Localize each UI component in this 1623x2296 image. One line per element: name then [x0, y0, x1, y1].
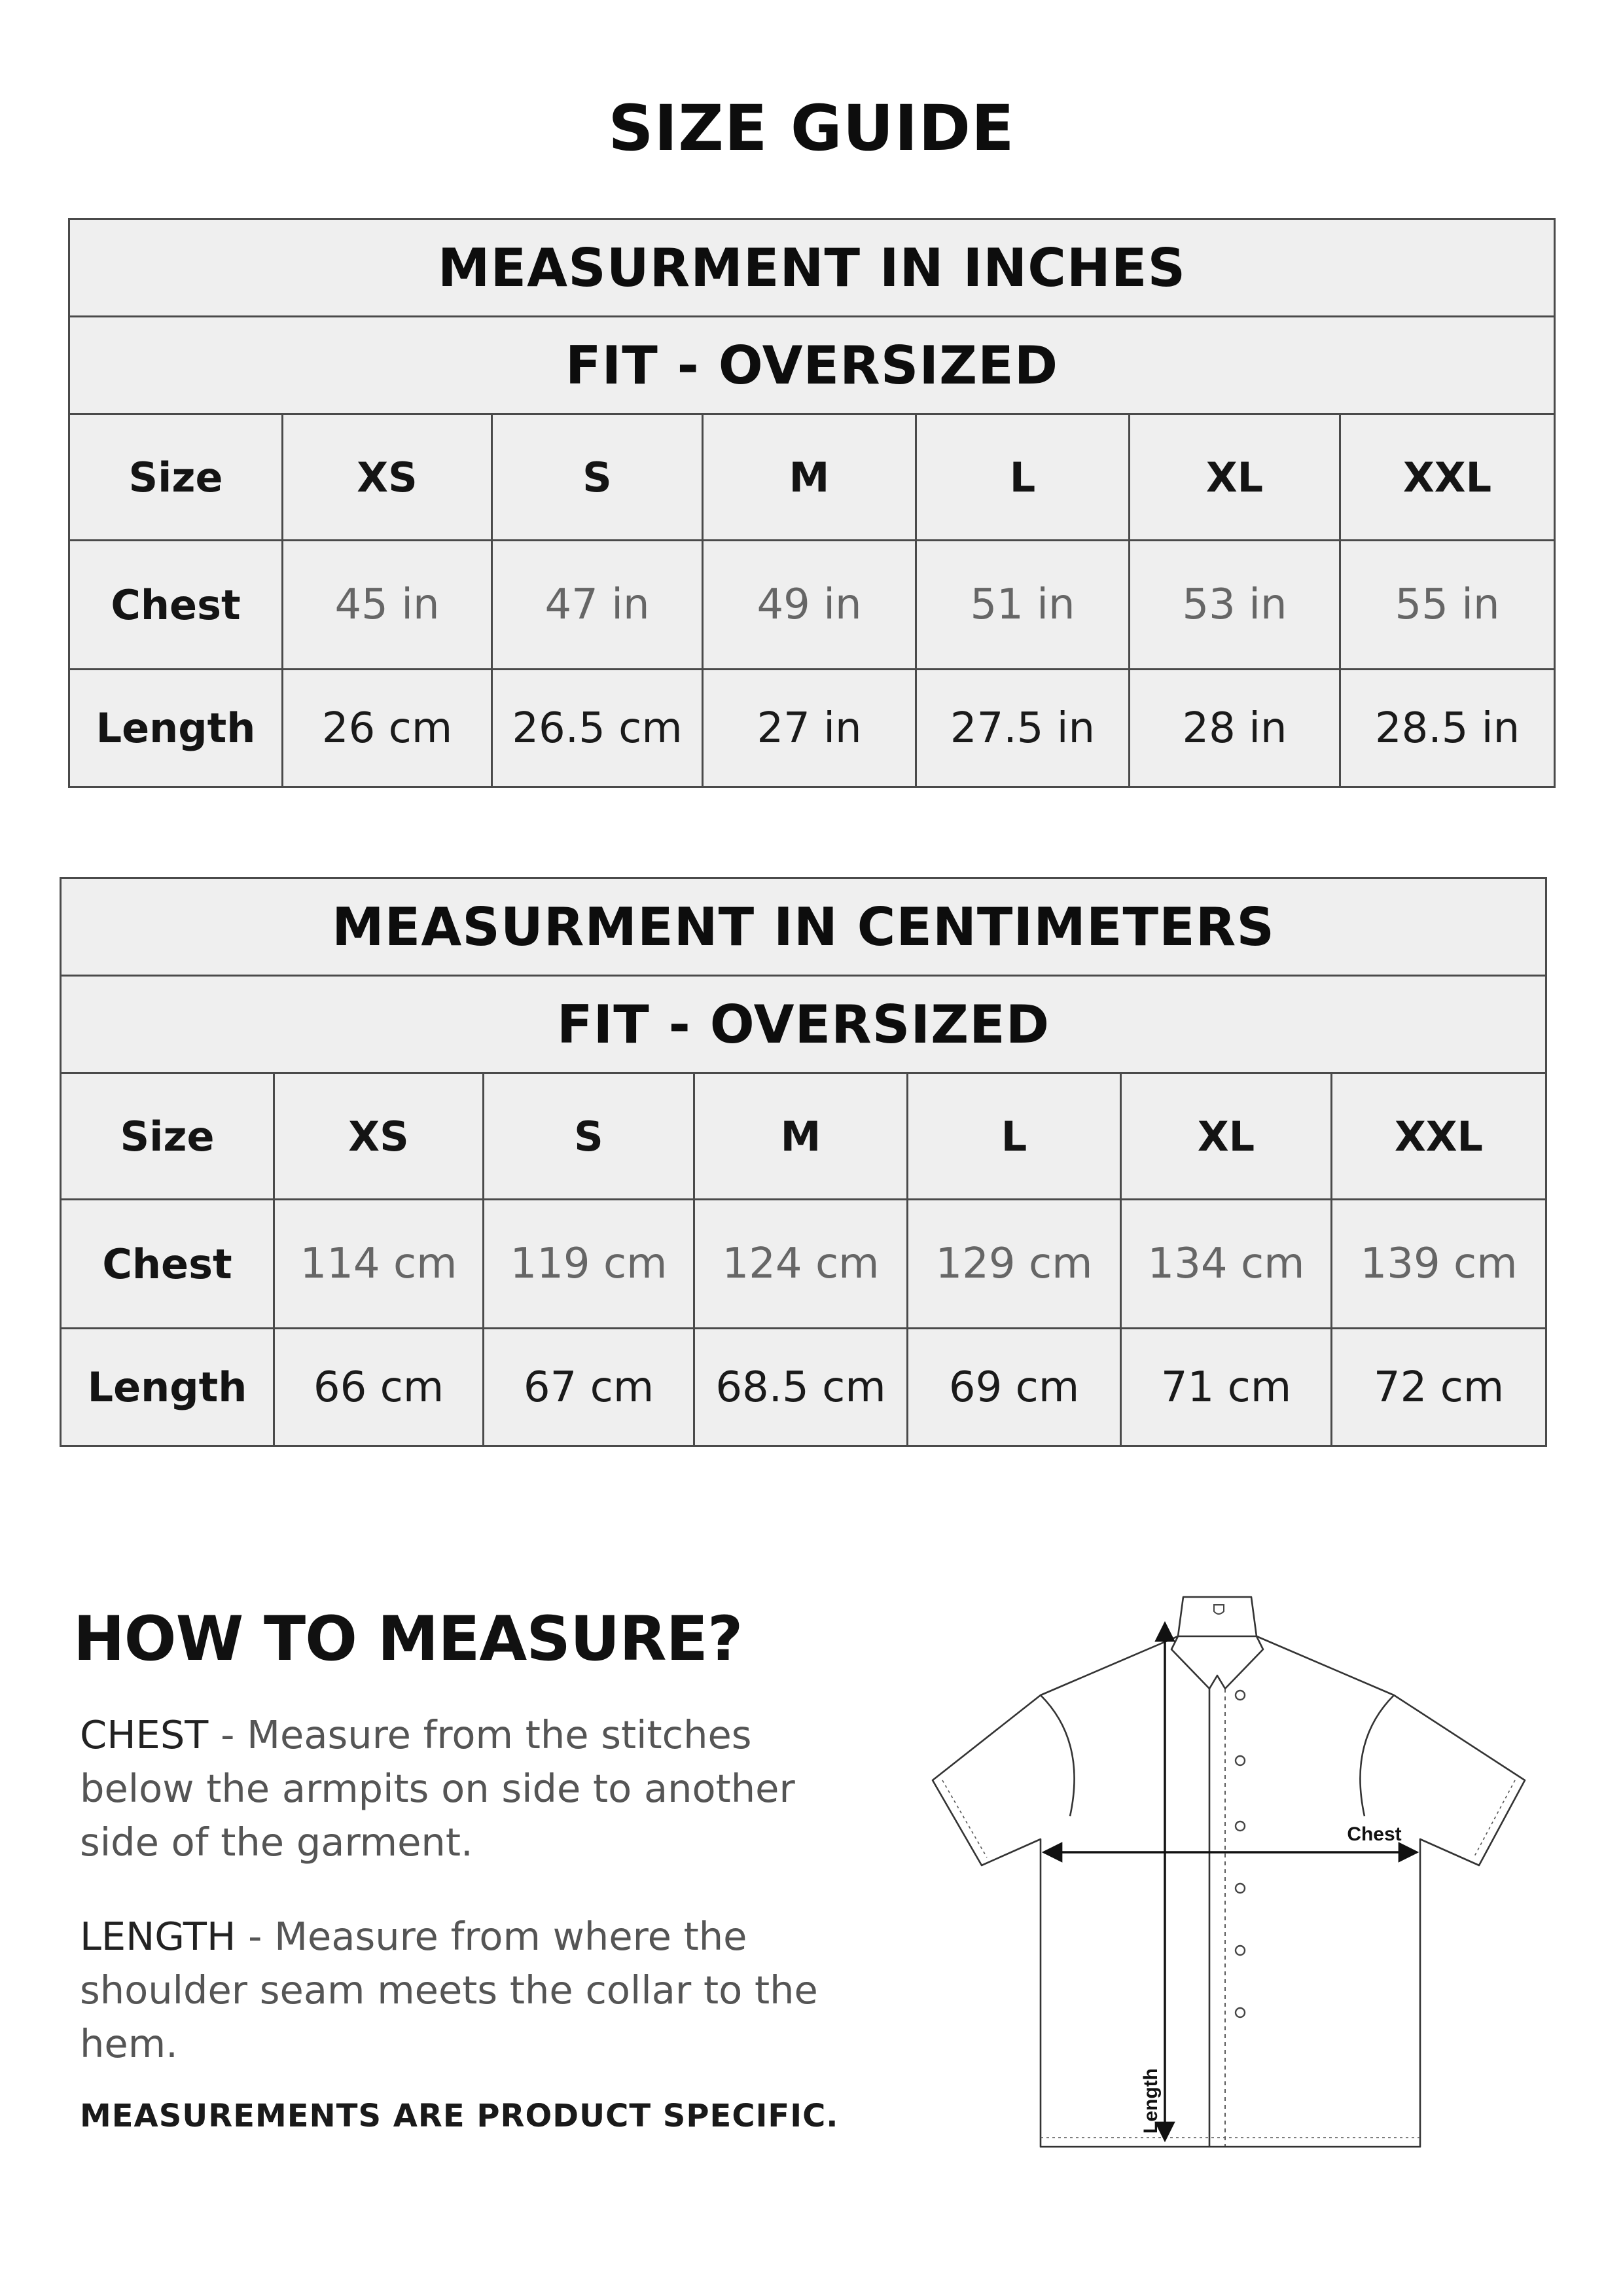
size-header: S: [492, 414, 703, 541]
chest-value: 51 in: [916, 541, 1130, 670]
button: [1236, 1946, 1245, 1955]
size-header: M: [703, 414, 916, 541]
fit-label: FIT - OVERSIZED: [61, 976, 1546, 1073]
length-instruction-text: - Measure from where the shoulder seam meets the collar to the hem.: [80, 1914, 818, 2066]
size-header: XXL: [1340, 414, 1555, 541]
page-title: SIZE GUIDE: [608, 92, 1015, 165]
length-value: 67 cm: [484, 1329, 694, 1446]
size-header: XL: [1130, 414, 1340, 541]
length-value: 66 cm: [274, 1329, 484, 1446]
button: [1236, 2008, 1245, 2017]
size-header: S: [484, 1073, 694, 1200]
length-diagram-label: Length: [1140, 2068, 1162, 2134]
length-value: 28.5 in: [1340, 670, 1555, 787]
chest-value: 129 cm: [908, 1200, 1121, 1329]
chest-key: CHEST: [80, 1712, 209, 1757]
size-header: L: [916, 414, 1130, 541]
size-header: M: [694, 1073, 908, 1200]
inches-size-table: [68, 218, 1556, 788]
chest-value: 139 cm: [1332, 1200, 1546, 1329]
chest-value: 55 in: [1340, 541, 1555, 670]
length-value: 27 in: [703, 670, 916, 787]
shirt-measurement-diagram: [916, 1584, 1544, 2160]
length-row-label: Length: [61, 1329, 274, 1446]
size-row-label: Size: [69, 414, 283, 541]
centimeters-size-table: [60, 877, 1547, 1447]
size-header: XL: [1121, 1073, 1332, 1200]
fit-label: FIT - OVERSIZED: [69, 317, 1555, 414]
shirt-outline: [933, 1597, 1525, 2147]
length-instruction: [80, 1910, 865, 2071]
button: [1236, 1884, 1245, 1893]
button: [1236, 1756, 1245, 1765]
length-key: LENGTH: [80, 1914, 236, 1959]
chest-value: 114 cm: [274, 1200, 484, 1329]
button: [1236, 1691, 1245, 1700]
chest-instruction: [80, 1708, 865, 1869]
chest-value: 45 in: [283, 541, 492, 670]
chest-value: 124 cm: [694, 1200, 908, 1329]
chest-value: 53 in: [1130, 541, 1340, 670]
chest-instruction-text: - Measure from the stitches below the armpits on side to another side of the garment.: [80, 1712, 795, 1865]
size-row-label: Size: [61, 1073, 274, 1200]
chest-value: 49 in: [703, 541, 916, 670]
size-header: XS: [274, 1073, 484, 1200]
length-value: 71 cm: [1121, 1329, 1332, 1446]
button: [1236, 1821, 1245, 1831]
length-value: 68.5 cm: [694, 1329, 908, 1446]
length-value: 69 cm: [908, 1329, 1121, 1446]
size-header: L: [908, 1073, 1121, 1200]
chest-value: 47 in: [492, 541, 703, 670]
length-value: 26 cm: [283, 670, 492, 787]
chest-value: 119 cm: [484, 1200, 694, 1329]
chest-value: 134 cm: [1121, 1200, 1332, 1329]
size-header: XXL: [1332, 1073, 1546, 1200]
length-value: 26.5 cm: [492, 670, 703, 787]
chest-row-label: Chest: [61, 1200, 274, 1329]
chest-row-label: Chest: [69, 541, 283, 670]
table-title: MEASURMENT IN INCHES: [69, 219, 1555, 317]
length-value: 27.5 in: [916, 670, 1130, 787]
table-title: MEASURMENT IN CENTIMETERS: [61, 878, 1546, 976]
chest-diagram-label: Chest: [1347, 1823, 1402, 1845]
how-to-measure-heading: HOW TO MEASURE?: [73, 1604, 743, 1675]
length-value: 72 cm: [1332, 1329, 1546, 1446]
collar-tag-icon: [1214, 1605, 1224, 1614]
length-row-label: Length: [69, 670, 283, 787]
product-specific-note: MEASUREMENTS ARE PRODUCT SPECIFIC.: [80, 2098, 839, 2134]
length-value: 28 in: [1130, 670, 1340, 787]
size-header: XS: [283, 414, 492, 541]
